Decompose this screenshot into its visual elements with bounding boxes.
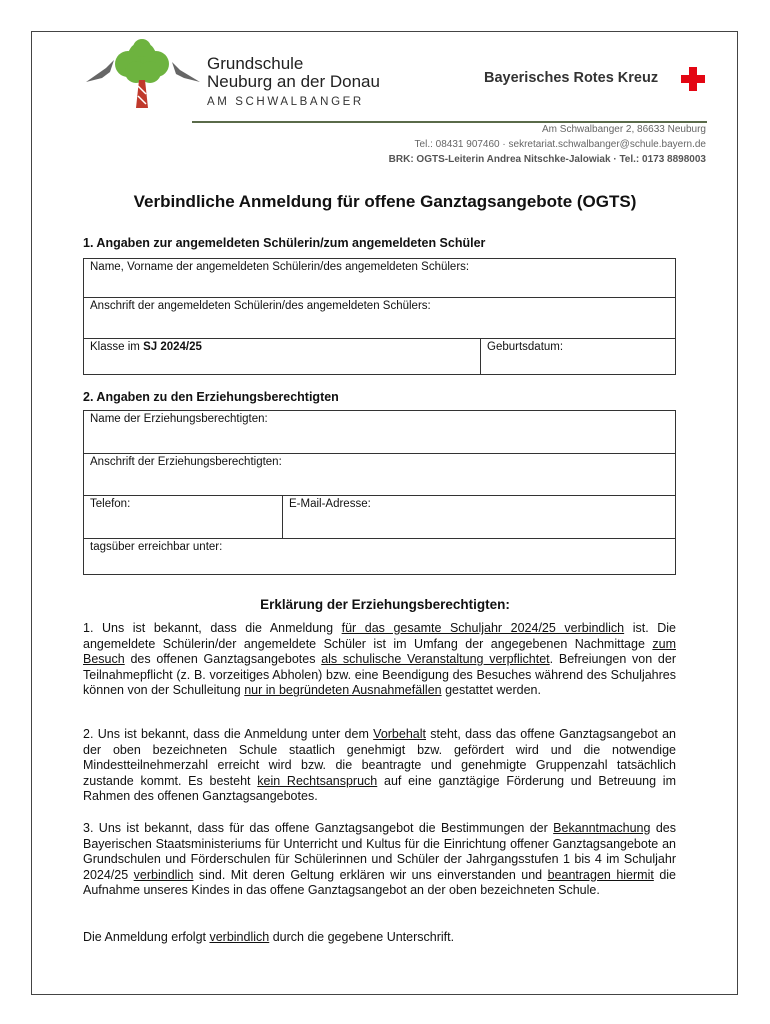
school-name-line2: Neuburg an der Donau (207, 72, 380, 91)
school-logo-icon (84, 38, 202, 110)
brk-contact-line: BRK: OGTS-Leiterin Andrea Nitschke-Jalowiak · Tel.: 0173 8898003 (388, 154, 706, 165)
email-label: E-Mail-Adresse: (289, 498, 371, 510)
reachable-label: tagsüber erreichbar unter: (90, 541, 223, 553)
section2-heading: 2. Angaben zu den Erziehungsberechtigten (83, 390, 339, 404)
guardian-name-label: Name der Erziehungsberechtigten: (90, 413, 268, 425)
student-name-label: Name, Vorname der angemeldeten Schülerin/des angemeldeten Schülers: (90, 261, 470, 273)
email-field[interactable] (283, 496, 676, 539)
birthdate-label: Geburtsdatum: (487, 341, 564, 353)
brk-name: Bayerisches Rotes Kreuz (484, 70, 659, 86)
student-address-label: Anschrift der angemeldeten Schülerin/des angemeldeten Schülers: (90, 300, 431, 312)
declaration-paragraph-1: 1. Uns ist bekannt, dass die Anmeldung für das gesamte Schuljahr 2024/25 verbindlich ist. Die angemeldete Schülerin/der angemeldete Schüler ist im Umfang der angegebenen Nachmittage zum Besuch des offenen Ganztagsangebotes als schulische Veranstaltung verpflichtet. Befreiungen von der Teilnahmepflicht (z. B. vorzeitiges Abholen) bzw. eine Beendigung des Besuches während des Schuljahres können von der Schulleitung nur in begründeten Ausnahmefällen gestattet werden. (83, 621, 677, 698)
class-field[interactable] (84, 339, 481, 375)
birthdate-field[interactable] (481, 339, 676, 375)
document-title: Verbindliche Anmeldung für offene Ganztagsangebote (OGTS) (133, 192, 637, 211)
school-subtitle: AM SCHWALBANGER (207, 96, 364, 108)
red-cross-icon (681, 67, 705, 91)
guardian-info-table (83, 410, 676, 575)
guardian-name-field[interactable] (84, 411, 676, 454)
class-year: SJ 2024/25 (143, 341, 202, 353)
phone-label: Telefon: (90, 498, 131, 510)
class-label: Klasse im (90, 341, 140, 353)
declaration-paragraph-2: 2. Uns ist bekannt, dass die Anmeldung unter dem Vorbehalt steht, dass das offene Ganztagsangebot an der oben bezeichneten Schule staatlich genehmigt bzw. gefördert wird und die notwendige Mindestteilnehmerzahl erreicht wird bzw. die beantragte und genehmigte Gruppenzahl tatsächlich zustande kommt. Es besteht kein Rechtsanspruch auf eine ganztägige Förderung und Betreuung im Rahmen des offenen Ganztagsangebotes. (83, 727, 676, 804)
student-name-field[interactable] (84, 259, 676, 298)
declaration-paragraph-4: Die Anmeldung erfolgt verbindlich durch die gegebene Unterschrift. (83, 930, 455, 944)
phone-field[interactable] (84, 496, 283, 539)
declaration-paragraph-3: 3. Uns ist bekannt, dass für das offene Ganztagsangebot die Bestimmungen der Bekanntmachung des Bayerischen Staatsministeriums für Unterricht und Kultus für die Einrichtung offener Ganztagsangebote an Grundschulen und Förderschulen für Schülerinnen und Schüler der Jahrgangsstufen 1 bis 4 im Schuljahr 2024/25 verbindlich sind. Mit deren Geltung erklären wir uns einverstanden und beantragen hiermit die Aufnahme unseres Kindes in das offene Ganztagsangebot an der oben bezeichneten Schule. (83, 821, 676, 898)
header-divider (192, 121, 707, 123)
address-line: Am Schwalbanger 2, 86633 Neuburg (542, 124, 706, 135)
guardian-address-label: Anschrift der Erziehungsberechtigten: (90, 456, 282, 468)
section1-heading: 1. Angaben zur angemeldeten Schülerin/zum angemeldeten Schüler (83, 236, 486, 250)
student-info-table (83, 258, 676, 375)
guardian-address-field[interactable] (84, 454, 676, 496)
contact-line: Tel.: 08431 907460 · sekretariat.schwalbanger@schule.bayern.de (414, 139, 706, 150)
reachable-field[interactable] (84, 539, 676, 575)
school-name-line1: Grundschule (207, 54, 304, 73)
student-address-field[interactable] (84, 298, 676, 339)
declaration-heading: Erklärung der Erziehungsberechtigten: (260, 597, 510, 612)
